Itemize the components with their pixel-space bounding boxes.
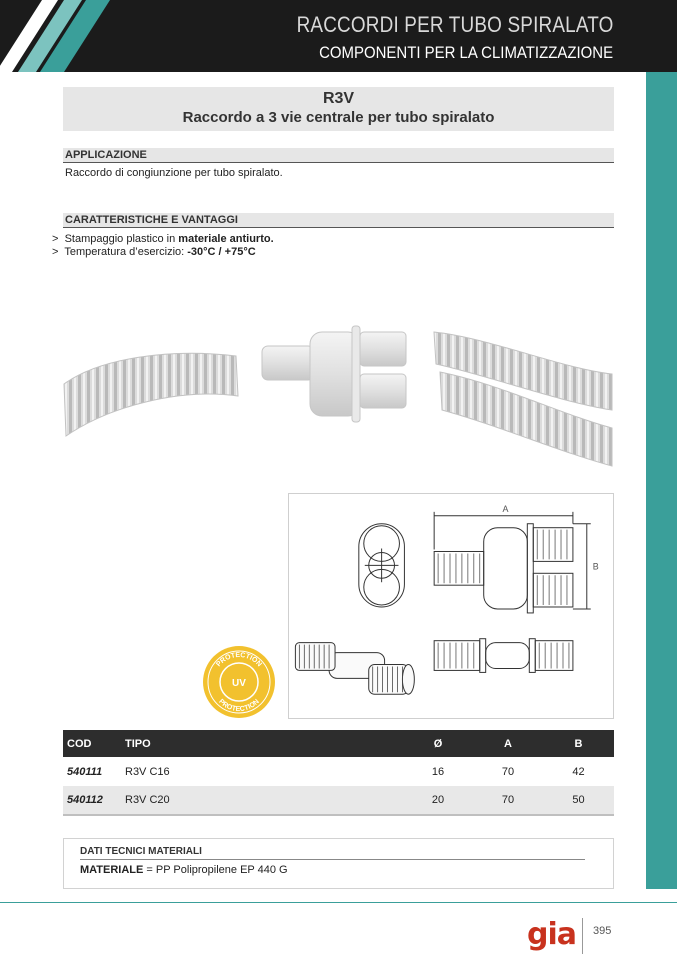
feature-item bbox=[52, 246, 256, 258]
material-row bbox=[80, 864, 288, 876]
product-table bbox=[63, 730, 614, 816]
feature-marker: > bbox=[52, 246, 59, 258]
application-text: Raccordo di congiunzione per tubo spiralato. bbox=[65, 167, 283, 179]
feature-text: Stampaggio plastico in bbox=[64, 233, 179, 245]
technical-data-heading: DATI TECNICI MATERIALI bbox=[80, 846, 585, 860]
product-name: Raccordo a 3 vie centrale per tubo spiralato bbox=[182, 109, 495, 126]
feature-item bbox=[52, 233, 274, 245]
dimension-label-b: B bbox=[592, 561, 599, 572]
product-photo bbox=[60, 318, 616, 470]
table-header-row bbox=[63, 730, 614, 757]
footer-divider bbox=[0, 902, 677, 903]
column-header-cod: COD bbox=[63, 730, 121, 757]
header-stripes-decoration bbox=[0, 0, 110, 72]
header-title: RACCORDI PER TUBO SPIRALATO bbox=[296, 12, 613, 37]
column-header-diameter: Ø bbox=[403, 730, 473, 757]
cell-b: 42 bbox=[572, 765, 585, 778]
dimension-label-a: A bbox=[502, 503, 509, 514]
logo-separator bbox=[582, 918, 583, 954]
cell-tipo: R3V C16 bbox=[125, 765, 170, 778]
badge-bottom-text: PROTECTION bbox=[217, 698, 261, 714]
header-subtitle: COMPONENTI PER LA CLIMATIZZAZIONE bbox=[319, 43, 613, 62]
column-header-tipo: TIPO bbox=[121, 730, 403, 757]
application-heading: APPLICAZIONE bbox=[63, 148, 614, 163]
cell-diameter: 20 bbox=[403, 786, 473, 815]
feature-bold: materiale antiurto. bbox=[178, 233, 274, 245]
cell-cod: 540112 bbox=[63, 786, 121, 815]
column-header-b: B bbox=[543, 730, 614, 757]
technical-data-box bbox=[63, 838, 614, 889]
cell-a: 70 bbox=[473, 786, 543, 815]
table-row bbox=[63, 786, 614, 815]
features-heading: CARATTERISTICHE E VANTAGGI bbox=[63, 213, 614, 228]
badge-center-text: UV bbox=[232, 678, 246, 689]
cell-cod: 540111 bbox=[67, 765, 103, 778]
side-accent-bar bbox=[646, 72, 677, 889]
gia-logo: gia bbox=[527, 917, 577, 952]
feature-marker: > bbox=[52, 233, 59, 245]
product-code: R3V bbox=[322, 90, 355, 107]
page-number: 395 bbox=[593, 925, 612, 937]
badge-top-text: PROTECTION bbox=[215, 651, 263, 669]
feature-text: Temperatura d’esercizio: bbox=[64, 246, 188, 258]
material-value: = PP Polipropilene EP 440 G bbox=[143, 864, 288, 876]
uv-protection-badge bbox=[202, 645, 276, 719]
cell-b: 50 bbox=[543, 786, 614, 815]
technical-drawing bbox=[288, 493, 614, 719]
cell-diameter: 16 bbox=[431, 765, 445, 778]
feature-bold: -30°C / +75°C bbox=[187, 246, 256, 258]
column-header-a: A bbox=[473, 730, 543, 757]
table-row bbox=[63, 757, 614, 786]
page-header bbox=[0, 0, 677, 72]
cell-a: 70 bbox=[501, 765, 515, 778]
material-label: MATERIALE bbox=[80, 864, 144, 876]
cell-tipo: R3V C20 bbox=[121, 786, 403, 815]
product-title-box bbox=[63, 87, 614, 131]
